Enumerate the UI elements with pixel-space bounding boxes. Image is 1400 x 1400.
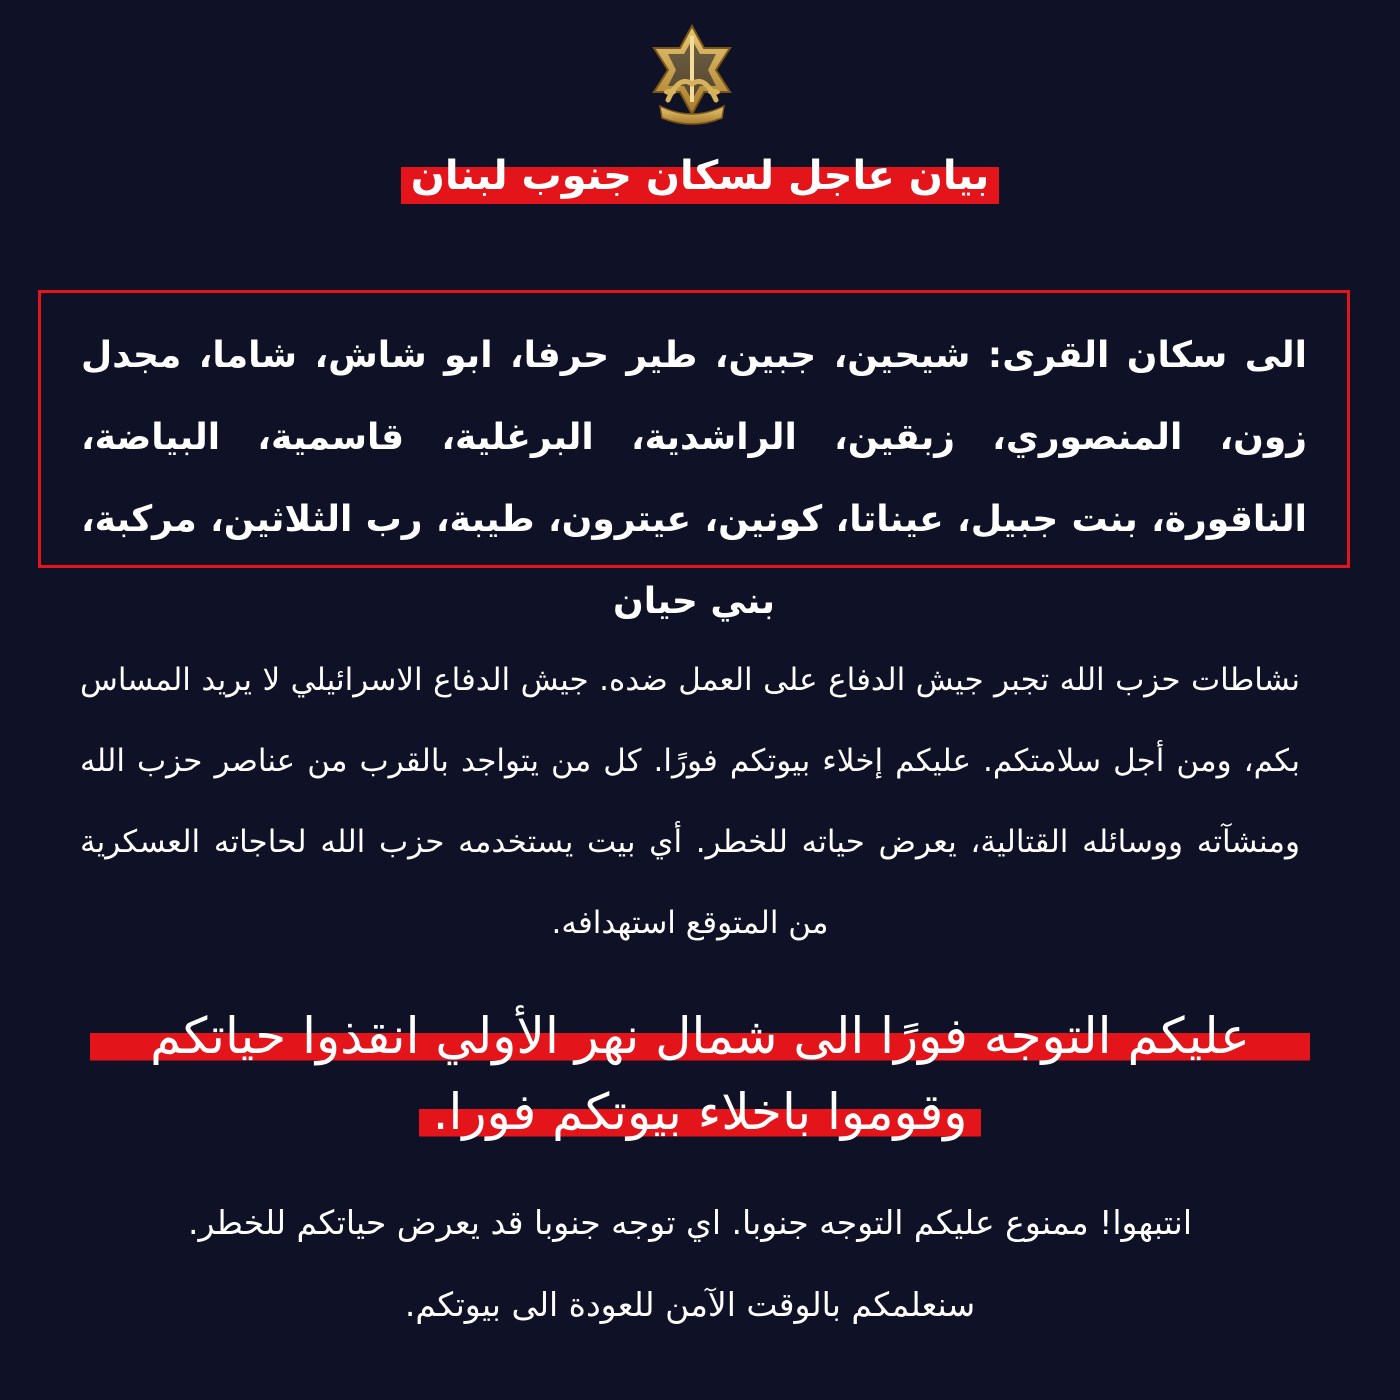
page-title: بيان عاجل لسكان جنوب لبنان bbox=[401, 148, 1000, 204]
evacuation-call-line-2: وقوموا باخلاء بيوتكم فورا. bbox=[419, 1074, 982, 1150]
evacuation-call-line-1: عليكم التوجه فورًا الى شمال نهر الأولي انقذوا حياتكم bbox=[90, 998, 1310, 1074]
villages-list: الى سكان القرى: شيحين، جبين، طير حرفا، ابو شاش، شاما، مجدل زون، المنصوري، زبقين، الراشدية، البرغلية، قاسمية، البياضة، الناقورة، بنت جبيل، عيناتا، كونين، عيترون، طيبة، رب الثلاثين، مركبة، بني حيان bbox=[81, 335, 1307, 622]
footer-line-2: سنعلمكم بالوقت الآمن للعودة الى بيوتكم. bbox=[404, 1285, 976, 1324]
footer-line-1: انتبهوا! ممنوع عليكم التوجه جنوبا. اي توجه جنوبا قد يعرض حياتكم للخطر. bbox=[187, 1203, 1193, 1242]
footer-notice bbox=[60, 1182, 1320, 1346]
evacuation-call bbox=[40, 998, 1360, 1150]
title-container bbox=[0, 148, 1400, 204]
idf-emblem-icon bbox=[646, 22, 738, 126]
warning-paragraph: نشاطات حزب الله تجبر جيش الدفاع على العمل ضده. جيش الدفاع الاسرائيلي لا يريد المساس بكم، ومن أجل سلامتكم. عليكم إخلاء بيوتكم فورًا. كل من يتواجد بالقرب من عناصر حزب الله ومنشآته ووسائله القتالية، يعرض حياته للخطر. أي بيت يستخدمه حزب الله لحاجاته العسكرية من المتوقع استهدافه. bbox=[80, 662, 1300, 941]
villages-box bbox=[38, 290, 1350, 622]
